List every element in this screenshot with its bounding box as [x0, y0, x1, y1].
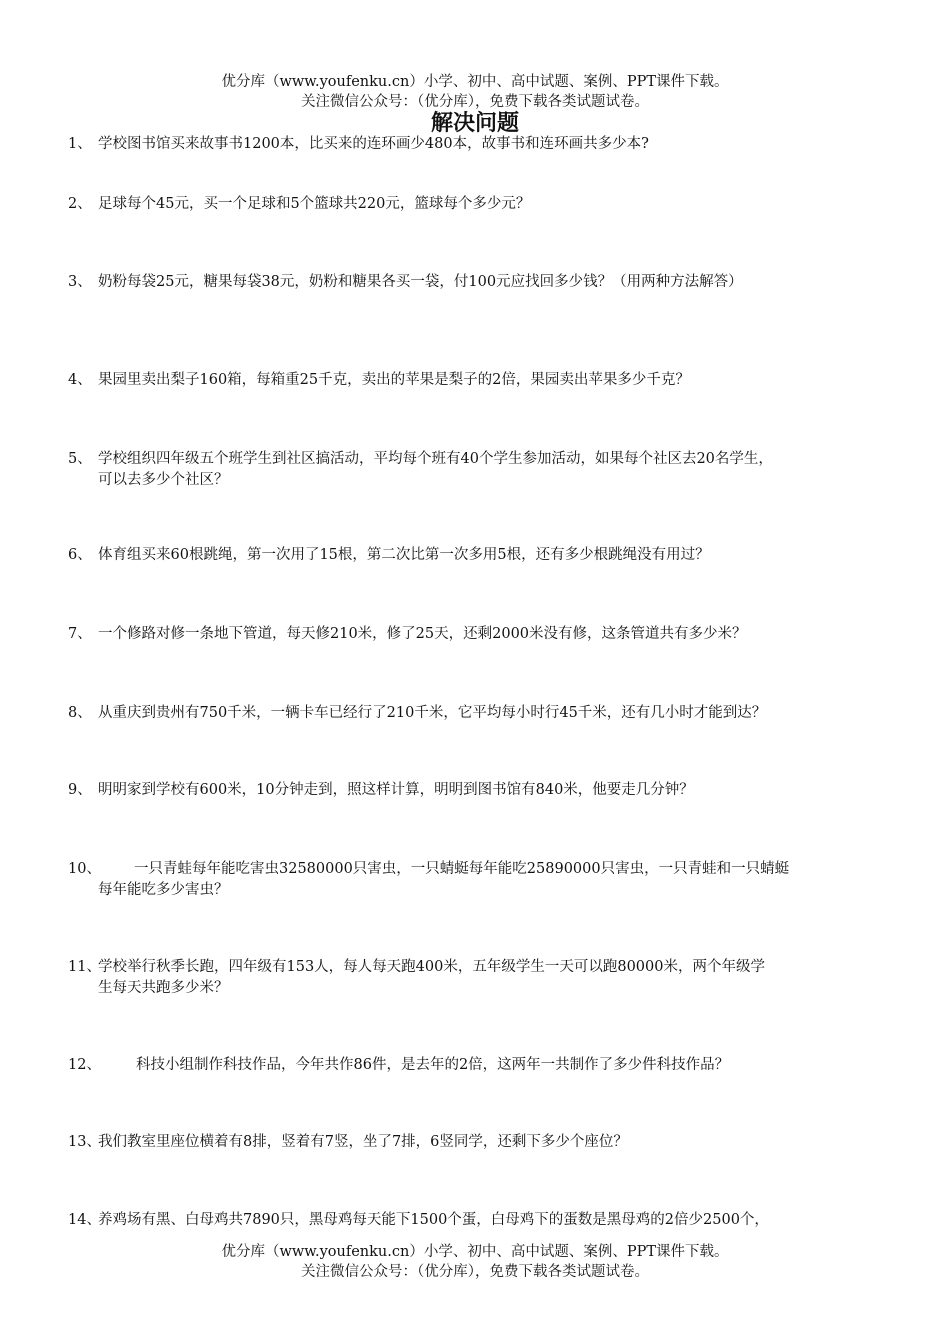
question-11 [68, 957, 886, 999]
question-text: 我们教室里座位横着有8排，竖着有7竖，坐了7排，6竖同学，还剩下多少个座位？ [98, 1134, 628, 1150]
question-number: 2、 [68, 196, 92, 212]
question-9 [68, 780, 886, 801]
footer-line-2: 关注微信公众号：（优分库），免费下载各类试题试卷。 [301, 1264, 649, 1280]
question-text-continued: 生每天共跑多少米？ [98, 980, 229, 996]
question-text: 学校举行秋季长跑，四年级有153人，每人每天跑400米，五年级学生一天可以跑80000米，两个年级学 [98, 959, 765, 975]
question-text: 体育组买来60根跳绳，第一次用了15根，第二次比第一次多用5根，还有多少根跳绳没有用过？ [98, 547, 710, 563]
question-number: 14、 [68, 1212, 101, 1228]
question-text: 明明家到学校有600米，10分钟走到，照这样计算，明明到图书馆有840米，他要走几分钟？ [98, 782, 694, 798]
question-text: 科技小组制作科技作品，今年共作86件，是去年的2倍，这两年一共制作了多少件科技作品？ [136, 1057, 730, 1073]
question-text: 足球每个45元，买一个足球和5个篮球共220元，篮球每个多少元？ [98, 196, 531, 212]
header-line-1: 优分库（www.youfenku.cn）小学、初中、高中试题、案例、PPT课件下载。 [221, 74, 729, 90]
question-text: 养鸡场有黑、白母鸡共7890只，黑母鸡每天能下1500个蛋，白母鸡下的蛋数是黑母鸡的2倍少2500个， [98, 1212, 769, 1228]
question-number: 13、 [68, 1134, 101, 1150]
footer-line-1: 优分库（www.youfenku.cn）小学、初中、高中试题、案例、PPT课件下载。 [221, 1244, 729, 1260]
question-4 [68, 370, 886, 391]
question-12 [68, 1055, 886, 1076]
question-text-continued: 每年能吃多少害虫？ [98, 882, 229, 898]
question-number: 5、 [68, 451, 92, 467]
question-2 [68, 194, 886, 215]
question-6 [68, 545, 886, 566]
question-3 [68, 272, 886, 293]
question-8 [68, 703, 886, 724]
question-5 [68, 449, 886, 491]
question-number: 8、 [68, 705, 92, 721]
question-number: 11、 [68, 959, 101, 975]
question-text: 从重庆到贵州有750千米，一辆卡车已经行了210千米，它平均每小时行45千米，还有几小时才能到达？ [98, 705, 767, 721]
question-10 [68, 859, 886, 901]
question-13 [68, 1132, 886, 1153]
question-text: 果园里卖出梨子160箱，每箱重25千克，卖出的苹果是梨子的2倍，果园卖出苹果多少千克？ [98, 372, 690, 388]
question-14 [68, 1210, 886, 1231]
question-number: 7、 [68, 626, 92, 642]
question-text: 学校图书馆买来故事书1200本，比买来的连环画少480本，故事书和连环画共多少本? [98, 136, 649, 152]
question-number: 3、 [68, 274, 92, 290]
question-number: 12、 [68, 1057, 101, 1073]
header-line-2: 关注微信公众号：（优分库），免费下载各类试题试卷。 [301, 94, 649, 110]
question-text: 学校组织四年级五个班学生到社区搞活动，平均每个班有40个学生参加活动，如果每个社区去20名学生， [98, 451, 773, 467]
question-7 [68, 624, 886, 645]
question-number: 9、 [68, 782, 92, 798]
question-number: 1、 [68, 136, 92, 152]
question-number: 10、 [68, 861, 101, 877]
question-number: 4、 [68, 372, 92, 388]
question-1 [68, 134, 886, 155]
question-text: 一个修路对修一条地下管道，每天修210米，修了25天，还剩2000米没有修，这条管道共有多少米？ [98, 626, 747, 642]
question-number: 6、 [68, 547, 92, 563]
page-title: 解决问题 [430, 111, 519, 136]
question-text: 一只青蛙每年能吃害虫32580000只害虫，一只蜻蜓每年能吃25890000只害虫，一只青蛙和一只蜻蜓 [134, 861, 790, 877]
question-text-continued: 可以去多少个社区？ [98, 472, 229, 488]
question-text: 奶粉每袋25元，糖果每袋38元，奶粉和糖果各买一袋，付100元应找回多少钱？（用两种方法解答） [98, 274, 743, 290]
